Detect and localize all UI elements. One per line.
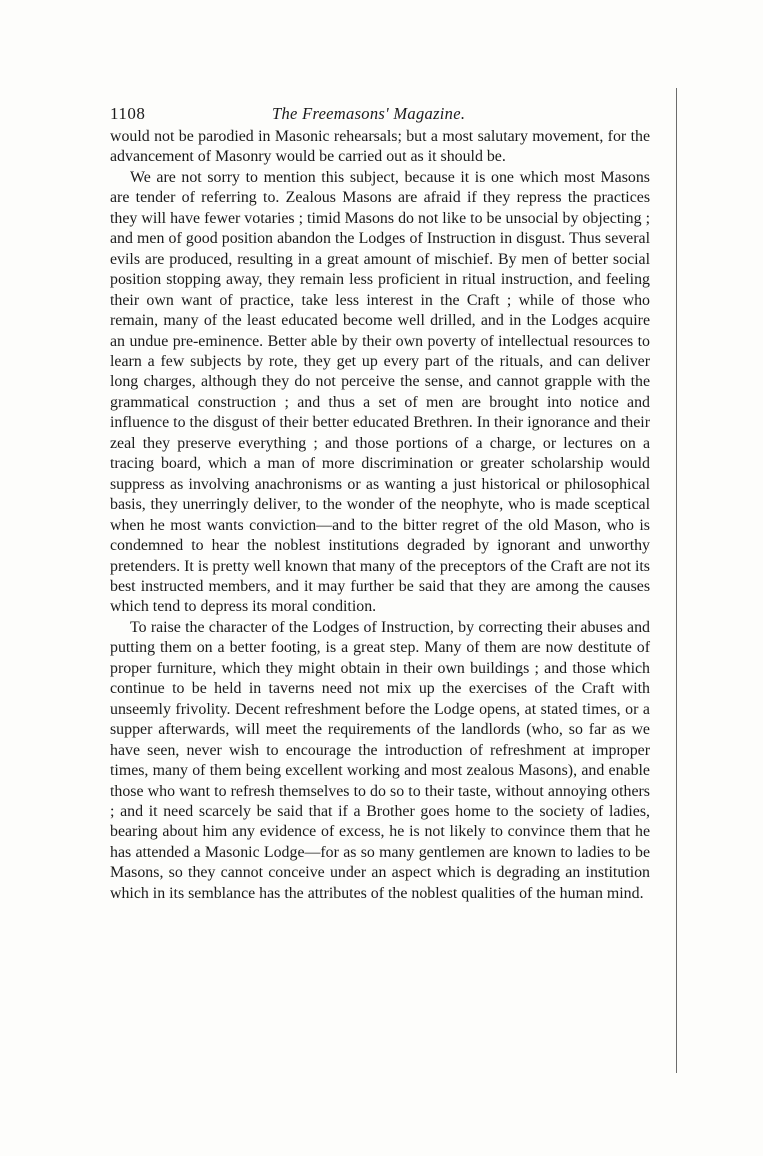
paragraph: We are not sorry to mention this subject, because it is one which most Masons are tender of referring to. Zealous Masons are afraid if they repress the practices they will have fewer votaries ; timid Masons do not like to be unsocial by objecting ; and men of good position abandon the Lodges of Instruction in disgust. Thus several evils are produced, resulting in a great amount of mischief. By men of better social position stopping away, they remain less proficient in ritual instruction, and feeling their own want of practice, take less interest in the Craft ; while of those who remain, many of the least educated become well drilled, and in the Lodges acquire an undue pre-eminence. Better able by their own poverty of intellectual resources to learn a few subjects by rote, they get up every part of the rituals, and can deliver long charges, although they do not perceive the sense, and cannot grapple with the grammatical construction ; and thus a set of men are brought into notice and influence to the disgust of their better educated Brethren. In their ignorance and their zeal they preserve everything ; and those portions of a charge, or lectures on a tracing board, which a man of more discrimination or greater scholarship would suppress as involving anachronisms or as wanting a just historical or philosophical basis, they unerringly deliver, to the wonder of the neophyte, who is made sceptical when he most wants conviction—and to the bitter regret of the old Mason, who is condemned to hear the noblest institutions degraded by ignorant and unworthy pretenders. It is pretty well known that many of the preceptors of the Craft are not its best instructed members, and it may further be said that they are among the causes which tend to depress its moral condition. xyxy=(110,168,650,616)
page-number: 1108 xyxy=(110,104,146,123)
page-header xyxy=(110,104,650,128)
running-title: The Freemasons' Magazine. xyxy=(272,104,466,123)
column-rule xyxy=(676,88,677,1073)
paragraph-continued: would not be parodied in Masonic rehearsals; but a most salutary movement, for the advancement of Masonry would be carried out as it should be. xyxy=(110,128,650,166)
article-body xyxy=(110,127,650,904)
paragraph: To raise the character of the Lodges of Instruction, by correcting their abuses and putting them on a better footing, is a great step. Many of them are now destitute of proper furniture, which they might obtain in their own buildings ; and those which continue to be held in taverns need not mix up the exercises of the Craft with unseemly frivolity. Decent refreshment before the Lodge opens, at stated times, or a supper afterwards, will meet the requirements of the landlords (who, so far as we have seen, never wish to encourage the introduction of refreshment at improper times, many of them being excellent working and most zealous Masons), and enable those who want to refresh themselves to do so to their taste, without annoying others ; and it need scarcely be said that if a Brother goes home to the society of ladies, bearing about him any evidence of excess, he is not likely to convince them that he has attended a Masonic Lodge—for as so many gentlemen are known to ladies to be Masons, so they cannot conceive under an aspect which is degrading an institution which in its semblance has the attributes of the noblest qualities of the human mind. xyxy=(110,618,650,902)
